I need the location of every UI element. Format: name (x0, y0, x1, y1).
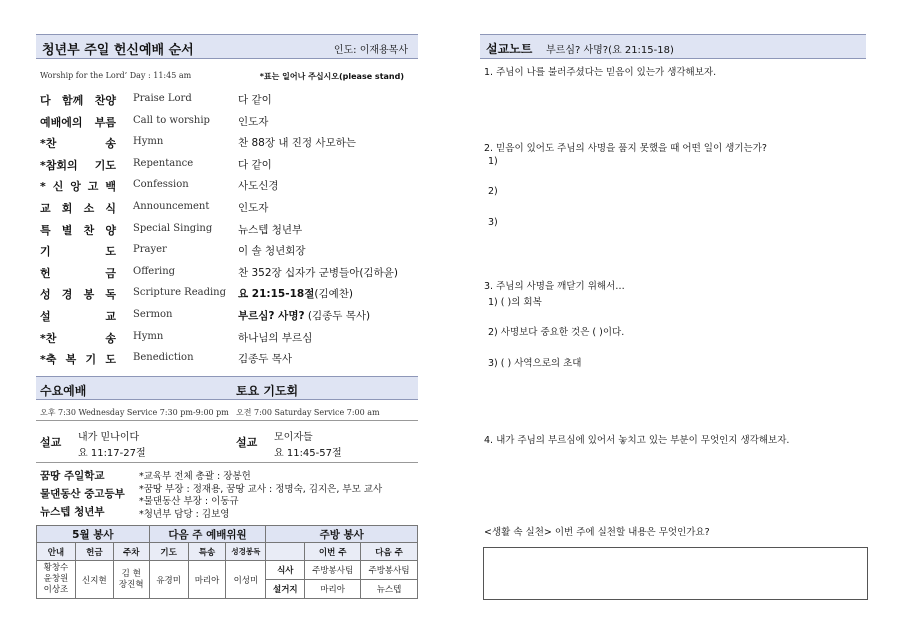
question-3: 3. 주님의 사명을 깨닫기 위해서… (484, 281, 625, 292)
group-note: *청년부 담당 : 김보영 (139, 508, 230, 520)
order-ko: 예배에의 부름 (40, 115, 116, 129)
group-name: 물댄동산 중고등부 (40, 488, 125, 500)
group-note: *교육부 전체 총괄 : 장봉헌 (139, 471, 251, 482)
order-en: Confession (133, 179, 189, 191)
dish-this-week: 마리아 (305, 580, 361, 599)
order-row (40, 89, 414, 111)
col-this-week: 이번 주 (305, 543, 361, 561)
next-committee-header: 다음 주 예배위원 (149, 526, 266, 543)
col-prayer: 기도 (149, 543, 188, 561)
parking-name: 장진혁 (118, 579, 144, 590)
practice-prompt: <생활 속 실천> 이번 주에 실천할 내용은 무엇인가요? (484, 527, 710, 538)
col-special: 특송 (188, 543, 226, 561)
order-row (40, 348, 414, 370)
prayer-cell: 유경미 (149, 561, 188, 599)
sermon-title: 부르심? 사명? (238, 310, 305, 322)
order-en: Call to worship (133, 114, 210, 126)
order-en: Offering (133, 265, 176, 277)
parking-cell (113, 561, 149, 599)
sermon-notes-header (480, 34, 866, 59)
wednesday-sermon (40, 428, 230, 460)
question-4: 4. 내가 주님의 부르심에 있어서 놓치고 있는 부분이 무엇인지 생각해보자. (484, 435, 790, 446)
order-row (40, 262, 414, 284)
order-en: Sermon (133, 309, 173, 320)
order-ko: *참회의 기도 (40, 158, 116, 172)
divider (36, 420, 418, 421)
kitchen-service-header: 주방 봉사 (266, 526, 418, 543)
order-ko: 교 회 소 식 (40, 202, 116, 215)
order-ko: 다 함께 찬양 (40, 94, 116, 107)
stand-note: *표는 일어나 주십시오(please stand) (259, 72, 404, 81)
col-parking: 주차 (113, 543, 149, 561)
order-en: Announcement (133, 201, 210, 212)
order-en: Hymn (133, 136, 164, 148)
sermon-text: 요 11:17-27절 (78, 448, 146, 459)
order-row (40, 305, 414, 327)
saturday-time: 오전 7:00 Saturday Service 7:00 am (236, 408, 380, 417)
order-row (40, 175, 414, 197)
order-ko: 특 별 찬 양 (40, 223, 116, 237)
order-value (238, 308, 370, 323)
meal-next-week: 주방봉사팀 (361, 561, 418, 580)
sermon-label: 설교 (40, 436, 62, 449)
wednesday-title: 수요예배 (40, 384, 87, 398)
order-row (40, 197, 414, 219)
saturday-title: 토요 기도회 (236, 384, 299, 398)
order-ko: 기 도 (40, 245, 116, 259)
order-ko: 헌 금 (40, 266, 116, 280)
group-name: 꿈땅 주일학교 (40, 470, 105, 482)
worship-subline (40, 71, 414, 80)
worship-time: Worship for the Lord’ Day : 11:45 am (40, 71, 192, 80)
saturday-sermon (236, 428, 416, 460)
order-value: 찬 88장 내 진정 사모하는 (238, 137, 356, 150)
order-row (40, 154, 414, 176)
order-row (40, 327, 414, 349)
group-note: *꿈땅 부장 : 정재용, 꿈땅 교사 : 정명숙, 김지은, 부모 교사 (139, 483, 383, 495)
group-notes (139, 468, 382, 518)
sermon-title: 모이자들 (274, 432, 313, 443)
wednesday-time: 오후 7:30 Wednesday Service 7:30 pm-9:00 pm (40, 408, 229, 417)
answer-line: 1) ( )의 회복 (488, 297, 542, 308)
sermon-label: 설교 (236, 436, 258, 449)
midweek-header (36, 376, 418, 400)
order-ko: 성 경 봉 독 (40, 288, 116, 302)
answer-line: 2) (488, 186, 498, 197)
order-row (40, 111, 414, 133)
col-next-week: 다음 주 (361, 543, 418, 561)
group-name: 뉴스텝 청년부 (40, 506, 105, 518)
service-table (36, 525, 418, 599)
order-en: Prayer (133, 244, 167, 256)
guide-cell (37, 561, 76, 599)
order-en: Repentance (133, 157, 194, 169)
col-guide: 안내 (37, 543, 76, 561)
reading-cell: 이성미 (226, 561, 266, 599)
order-en: Benediction (133, 352, 194, 364)
order-value: 김종두 목사 (238, 353, 293, 366)
meal-label: 식사 (266, 561, 305, 580)
parking-name: 김 현 (121, 568, 141, 579)
order-row (40, 132, 414, 154)
order-row (40, 240, 414, 262)
dish-next-week: 뉴스텝 (361, 580, 418, 599)
order-value: 뉴스텝 청년부 (238, 223, 303, 236)
order-value: 이 솔 청년회장 (238, 245, 306, 258)
divider (36, 462, 418, 463)
answer-line: 2) 사명보다 중요한 것은 ( )이다. (488, 327, 625, 338)
order-value: 사도신경 (238, 180, 279, 193)
practice-answer-box[interactable] (483, 547, 868, 600)
order-en: Special Singing (133, 222, 213, 234)
order-value: 인도자 (238, 115, 269, 128)
group-names (40, 468, 125, 522)
scripture-reader: (김예찬) (314, 288, 353, 301)
col-blank (266, 543, 305, 561)
worship-leader: 인도: 이재용목사 (333, 45, 408, 56)
order-value: 찬 352장 십자가 군병들아(김하윤) (238, 266, 398, 279)
order-value: 다 같이 (238, 94, 272, 106)
sermon-notes-subtitle: 부르심? 사명?(요 21:15-18) (546, 45, 674, 56)
guide-name: 이상조 (43, 585, 69, 595)
order-ko: 설 교 (40, 310, 116, 323)
answer-line: 1) (488, 156, 498, 167)
meal-this-week: 주방봉사팀 (305, 561, 361, 580)
worship-title: 청년부 주일 헌신예배 순서 (42, 43, 194, 58)
guide-name: 윤창원 (43, 574, 69, 584)
order-ko: * 신 앙 고 백 (40, 180, 116, 194)
may-service-header: 5월 봉사 (37, 526, 150, 543)
order-value (238, 286, 353, 301)
order-en: Hymn (133, 330, 164, 342)
special-cell: 마리아 (188, 561, 226, 599)
order-value: 하나님의 부르심 (238, 331, 313, 344)
guide-name: 황창수 (43, 563, 69, 573)
order-en: Scripture Reading (133, 287, 227, 299)
dish-label: 설거지 (266, 580, 305, 599)
group-note: *물댄동산 부장 : 이동규 (139, 496, 239, 507)
order-ko: *축 복 기 도 (40, 353, 116, 367)
order-row (40, 283, 414, 305)
question-2: 2. 믿음이 있어도 주님의 사명을 품지 못했을 때 어떤 일이 생기는가? (484, 143, 767, 154)
sermon-text: 요 11:45-57절 (274, 448, 342, 459)
order-row (40, 219, 414, 241)
question-1: 1. 주님이 나를 불러주셨다는 믿음이 있는가 생각해보자. (484, 67, 717, 78)
order-en: Praise Lord (133, 93, 192, 104)
order-ko: *찬 송 (40, 137, 116, 151)
col-offering: 헌금 (75, 543, 113, 561)
scripture-ref: 요 21:15-18절 (238, 288, 315, 301)
sermon-title: 내가 믿나이다 (78, 432, 140, 443)
sermon-preacher: (김종두 목사) (304, 310, 371, 322)
col-reading: 성경봉독 (226, 543, 266, 561)
order-ko: *찬 송 (40, 331, 116, 345)
sermon-notes-title: 설교노트 (486, 42, 533, 56)
answer-line: 3) (488, 217, 498, 228)
offering-cell: 신지현 (75, 561, 113, 599)
order-value: 다 같이 (238, 158, 272, 171)
order-value: 인도자 (238, 202, 269, 214)
answer-line: 3) ( ) 사역으로의 초대 (488, 358, 582, 369)
worship-order-header (36, 34, 418, 59)
